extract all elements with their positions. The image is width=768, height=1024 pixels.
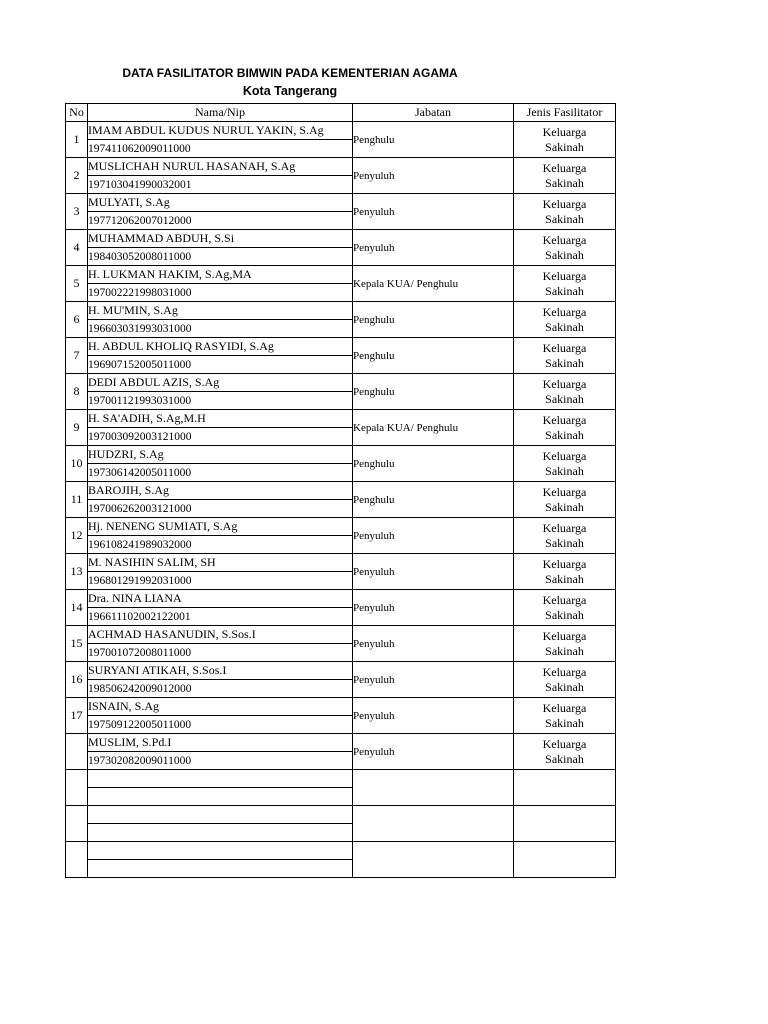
header-nama: Nama/Nip	[88, 104, 353, 122]
facilitator-nip	[88, 824, 353, 842]
facilitator-type	[514, 302, 616, 338]
facilitator-nip: 197006262003121000	[88, 500, 353, 518]
facilitator-position: Penyuluh	[353, 662, 514, 698]
row-number	[66, 806, 88, 842]
facilitator-nip: 197003092003121000	[88, 428, 353, 446]
row-number: 3	[66, 194, 88, 230]
facilitator-type-line1: Keluarga	[542, 592, 587, 607]
facilitator-name: H. MU'MIN, S.Ag	[88, 302, 353, 320]
facilitator-type-line1: Keluarga	[542, 412, 587, 427]
table-row	[66, 194, 616, 212]
facilitator-position: Penghulu	[353, 374, 514, 410]
facilitator-position	[353, 770, 514, 806]
facilitator-type	[514, 194, 616, 230]
table-body	[66, 122, 616, 878]
facilitator-type-line2: Sakinah	[545, 355, 584, 370]
facilitator-position: Penyuluh	[353, 698, 514, 734]
facilitator-type-line1: Keluarga	[542, 232, 587, 247]
facilitator-nip: 197001072008011000	[88, 644, 353, 662]
facilitator-type-line1: Keluarga	[542, 196, 587, 211]
row-number: 9	[66, 410, 88, 446]
facilitator-name: Dra. NINA LIANA	[88, 590, 353, 608]
row-number	[66, 734, 88, 770]
facilitator-type-line2: Sakinah	[545, 499, 584, 514]
table-row	[66, 590, 616, 608]
facilitator-name: ISNAIN, S.Ag	[88, 698, 353, 716]
table-row	[66, 266, 616, 284]
facilitator-type-line2: Sakinah	[545, 319, 584, 334]
facilitator-name: IMAM ABDUL KUDUS NURUL YAKIN, S.Ag	[88, 122, 353, 140]
facilitator-type	[514, 122, 616, 158]
facilitator-type	[514, 662, 616, 698]
row-number	[66, 842, 88, 878]
header-row	[66, 104, 616, 122]
facilitator-type-line1: Keluarga	[542, 124, 587, 139]
facilitator-type-line2: Sakinah	[545, 211, 584, 226]
facilitator-position: Penyuluh	[353, 194, 514, 230]
facilitator-type-line2: Sakinah	[545, 175, 584, 190]
facilitator-type	[514, 698, 616, 734]
facilitator-nip: 196907152005011000	[88, 356, 353, 374]
facilitator-type-line2: Sakinah	[545, 391, 584, 406]
table-row	[66, 338, 616, 356]
facilitator-type	[514, 590, 616, 626]
table-row	[66, 374, 616, 392]
facilitator-position: Penyuluh	[353, 230, 514, 266]
facilitator-nip: 197306142005011000	[88, 464, 353, 482]
facilitator-nip: 197002221998031000	[88, 284, 353, 302]
facilitator-type-line2: Sakinah	[545, 427, 584, 442]
row-number: 10	[66, 446, 88, 482]
facilitator-name: MULYATI, S.Ag	[88, 194, 353, 212]
table-row	[66, 410, 616, 428]
facilitator-type-line1: Keluarga	[542, 700, 587, 715]
facilitator-type-line2: Sakinah	[545, 643, 584, 658]
facilitator-name	[88, 770, 353, 788]
facilitator-type-line1: Keluarga	[542, 556, 587, 571]
facilitator-nip: 196801291992031000	[88, 572, 353, 590]
facilitator-type	[514, 266, 616, 302]
row-number: 7	[66, 338, 88, 374]
facilitator-type-line1: Keluarga	[542, 628, 587, 643]
facilitator-nip: 197302082009011000	[88, 752, 353, 770]
facilitator-type-line2: Sakinah	[545, 679, 584, 694]
table-row	[66, 662, 616, 680]
facilitator-type	[514, 410, 616, 446]
facilitator-name: SURYANI ATIKAH, S.Sos.I	[88, 662, 353, 680]
facilitator-name: HUDZRI, S.Ag	[88, 446, 353, 464]
facilitator-name: H. ABDUL KHOLIQ RASYIDI, S.Ag	[88, 338, 353, 356]
facilitator-type-line2: Sakinah	[545, 247, 584, 262]
facilitator-type-line1: Keluarga	[542, 340, 587, 355]
facilitator-position: Penghulu	[353, 338, 514, 374]
header-jabatan: Jabatan	[353, 104, 514, 122]
facilitator-name	[88, 842, 353, 860]
table-row	[66, 482, 616, 500]
row-number: 15	[66, 626, 88, 662]
facilitator-type-line1: Keluarga	[542, 484, 587, 499]
table-row	[66, 626, 616, 644]
row-number: 6	[66, 302, 88, 338]
facilitator-type-line2: Sakinah	[545, 139, 584, 154]
facilitator-type	[514, 626, 616, 662]
facilitator-type	[514, 482, 616, 518]
facilitator-position: Kepala KUA/ Penghulu	[353, 410, 514, 446]
facilitator-type	[514, 338, 616, 374]
facilitator-nip: 197509122005011000	[88, 716, 353, 734]
facilitator-nip: 197001121993031000	[88, 392, 353, 410]
facilitator-position: Penghulu	[353, 122, 514, 158]
facilitator-type-line1: Keluarga	[542, 268, 587, 283]
row-number: 16	[66, 662, 88, 698]
facilitator-position: Penghulu	[353, 302, 514, 338]
header-jenis: Jenis Fasilitator	[514, 104, 616, 122]
facilitator-nip: 196603031993031000	[88, 320, 353, 338]
facilitator-nip: 196611102002122001	[88, 608, 353, 626]
facilitator-name: MUSLIM, S.Pd.I	[88, 734, 353, 752]
facilitator-position	[353, 806, 514, 842]
facilitator-name: BAROJIH, S.Ag	[88, 482, 353, 500]
facilitator-type	[514, 374, 616, 410]
facilitator-type	[514, 518, 616, 554]
table-row	[66, 698, 616, 716]
facilitator-position: Kepala KUA/ Penghulu	[353, 266, 514, 302]
table-row	[66, 302, 616, 320]
facilitator-type-line2: Sakinah	[545, 535, 584, 550]
document-title: DATA FASILITATOR BIMWIN PADA KEMENTERIAN AGAMA	[122, 66, 458, 80]
table-row	[66, 770, 616, 788]
row-number: 14	[66, 590, 88, 626]
facilitator-type	[514, 230, 616, 266]
facilitator-type	[514, 770, 616, 806]
facilitator-name: Hj. NENENG SUMIATI, S.Ag	[88, 518, 353, 536]
row-number: 5	[66, 266, 88, 302]
facilitator-nip: 198403052008011000	[88, 248, 353, 266]
row-number: 8	[66, 374, 88, 410]
row-number: 17	[66, 698, 88, 734]
facilitator-type-line1: Keluarga	[542, 520, 587, 535]
facilitator-position: Penyuluh	[353, 734, 514, 770]
facilitator-name: MUSLICHAH NURUL HASANAH, S.Ag	[88, 158, 353, 176]
facilitator-nip: 197712062007012000	[88, 212, 353, 230]
facilitator-type-line1: Keluarga	[542, 160, 587, 175]
row-number	[66, 770, 88, 806]
facilitator-nip: 198506242009012000	[88, 680, 353, 698]
facilitator-position	[353, 842, 514, 878]
facilitator-position: Penyuluh	[353, 626, 514, 662]
facilitator-position: Penghulu	[353, 446, 514, 482]
row-number: 4	[66, 230, 88, 266]
row-number: 12	[66, 518, 88, 554]
row-number: 1	[66, 122, 88, 158]
facilitator-type-line2: Sakinah	[545, 715, 584, 730]
facilitator-position: Penyuluh	[353, 518, 514, 554]
table-row	[66, 158, 616, 176]
table-row	[66, 230, 616, 248]
facilitator-type-line1: Keluarga	[542, 664, 587, 679]
facilitator-type	[514, 554, 616, 590]
facilitator-nip: 197411062009011000	[88, 140, 353, 158]
facilitator-type-line2: Sakinah	[545, 463, 584, 478]
facilitator-type-line1: Keluarga	[542, 304, 587, 319]
facilitator-type-line1: Keluarga	[542, 736, 587, 751]
facilitator-type	[514, 734, 616, 770]
table-row	[66, 122, 616, 140]
facilitator-nip	[88, 788, 353, 806]
facilitator-position: Penyuluh	[353, 554, 514, 590]
facilitator-position: Penyuluh	[353, 158, 514, 194]
facilitator-type	[514, 806, 616, 842]
row-number: 13	[66, 554, 88, 590]
facilitator-type-line2: Sakinah	[545, 283, 584, 298]
table-row	[66, 734, 616, 752]
facilitator-type	[514, 842, 616, 878]
row-number: 11	[66, 482, 88, 518]
facilitator-type-line2: Sakinah	[545, 571, 584, 586]
facilitator-name: ACHMAD HASANUDIN, S.Sos.I	[88, 626, 353, 644]
document-subtitle: Kota Tangerang	[242, 84, 338, 98]
facilitator-name: H. LUKMAN HAKIM, S.Ag,MA	[88, 266, 353, 284]
table-row	[66, 842, 616, 860]
row-number: 2	[66, 158, 88, 194]
facilitator-nip: 196108241989032000	[88, 536, 353, 554]
facilitator-table	[65, 103, 616, 878]
header-no: No	[66, 104, 88, 122]
table-row	[66, 518, 616, 536]
facilitator-type-line1: Keluarga	[542, 376, 587, 391]
table-row	[66, 554, 616, 572]
facilitator-nip	[88, 860, 353, 878]
facilitator-name: DEDI ABDUL AZIS, S.Ag	[88, 374, 353, 392]
facilitator-type-line2: Sakinah	[545, 751, 584, 766]
facilitator-name	[88, 806, 353, 824]
facilitator-type	[514, 446, 616, 482]
facilitator-name: MUHAMMAD ABDUH, S.Si	[88, 230, 353, 248]
facilitator-type-line1: Keluarga	[542, 448, 587, 463]
facilitator-name: M. NASIHIN SALIM, SH	[88, 554, 353, 572]
facilitator-type-line2: Sakinah	[545, 607, 584, 622]
facilitator-position: Penghulu	[353, 482, 514, 518]
facilitator-position: Penyuluh	[353, 590, 514, 626]
facilitator-nip: 197103041990032001	[88, 176, 353, 194]
facilitator-type	[514, 158, 616, 194]
table-row	[66, 446, 616, 464]
facilitator-name: H. SA'ADIH, S.Ag,M.H	[88, 410, 353, 428]
table-row	[66, 806, 616, 824]
